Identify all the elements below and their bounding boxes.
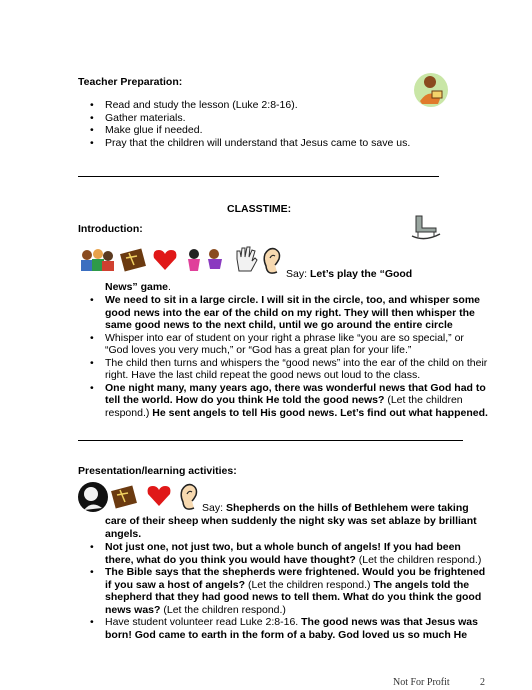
children-group-icon [78, 247, 116, 277]
intro-say-continued [105, 281, 171, 294]
text-run: (Let the children respond.) [105, 394, 463, 419]
list-item: • Pray that the children will understand that Jesus came to save us. [78, 137, 458, 150]
introduction-list [78, 294, 490, 419]
intro-say-line [286, 268, 412, 281]
bold-text-run: The Bible says that the shepherds were frightened. Would you be frightened if you saw a host of angels? [105, 566, 486, 591]
classtime-heading: CLASSTIME: [227, 203, 292, 215]
say-text-continued: News” game [105, 281, 169, 293]
list-item [78, 332, 490, 357]
list-item [78, 616, 490, 641]
hand-icon [233, 245, 259, 277]
say-label: Say: [202, 502, 226, 514]
divider [78, 440, 463, 441]
bible-icon [119, 245, 149, 277]
list-item [78, 357, 490, 382]
praying-person-icon [76, 480, 110, 518]
list-item [78, 294, 490, 332]
text-run: The child then turns and whispers the “good news” into the ear of the child on their right. Have the last child repeat the good news out loud to the class. [105, 356, 488, 381]
list-item [78, 382, 490, 420]
divider [78, 176, 439, 177]
bold-text-run: Not just one, not just two, but a whole bunch of angels! If you had been there, what do you think you would have thought? [105, 541, 461, 566]
presentation-heading: Presentation/learning activities: [78, 465, 237, 477]
bold-text-run: The good news was that Jesus was born! God came to earth in the form of a baby. God loved us so much He [105, 616, 478, 641]
bible-icon [110, 482, 140, 514]
bold-text-run: One night many, many years ago, there was wonderful news that God had to tell the world. How do you think He told the good news? [105, 381, 486, 406]
list-item [78, 566, 490, 616]
rocking-chair-icon [408, 214, 442, 244]
say-text: Shepherds on the hills of Bethlehem were taking [225, 502, 469, 514]
ear-icon [261, 246, 283, 280]
presentation-list [78, 541, 490, 641]
teacher-prep-list [78, 99, 458, 149]
text-run: (Let the children respond.) [163, 603, 286, 616]
heart-icon [152, 248, 178, 276]
text-run: Whisper into ear of student on your right a phrase like “you are so special,” or “God loves you very much,” or “God has a great plan for your life.” [105, 331, 464, 356]
text-run: Have student volunteer read Luke 2:8-16. [105, 616, 302, 628]
list-item: • Read and study the lesson (Luke 2:8-16). [78, 99, 458, 112]
say-end: . [168, 281, 171, 293]
whispering-children-icon [184, 247, 228, 277]
teacher-prep-heading: Teacher Preparation: [78, 76, 183, 88]
list-item: • Make glue if needed. [78, 124, 458, 137]
say-text: Let’s play the “Good [309, 268, 413, 280]
introduction-heading: Introduction: [78, 223, 143, 235]
text-run: (Let the children respond.) [247, 578, 374, 591]
heart-icon [146, 484, 172, 512]
ear-icon [178, 482, 200, 516]
bold-text-run: The angels told the shepherd that they had good news to tell them. What do you think the good news was? [105, 578, 482, 616]
say-label: Say: [286, 268, 310, 280]
footer-text: Not For Profit [393, 677, 450, 688]
bold-text-run: He sent angels to tell His good news. Let’s find out what happened. [152, 406, 488, 419]
presentation-say-continued: care of their sheep when suddenly the night sky was set ablaze by brilliant angels. [105, 515, 477, 540]
presentation-say-line [202, 502, 469, 515]
page-number: 2 [480, 677, 485, 688]
bold-text-run: We need to sit in a large circle. I will sit in the circle, too, and whisper some good news into the ear of the child on my right. They will then whisper the same good news to the next child, until we go around the entire circle [105, 294, 480, 331]
list-item [78, 541, 490, 566]
list-item: • Gather materials. [78, 112, 458, 125]
text-run: (Let the children respond.) [358, 553, 482, 566]
